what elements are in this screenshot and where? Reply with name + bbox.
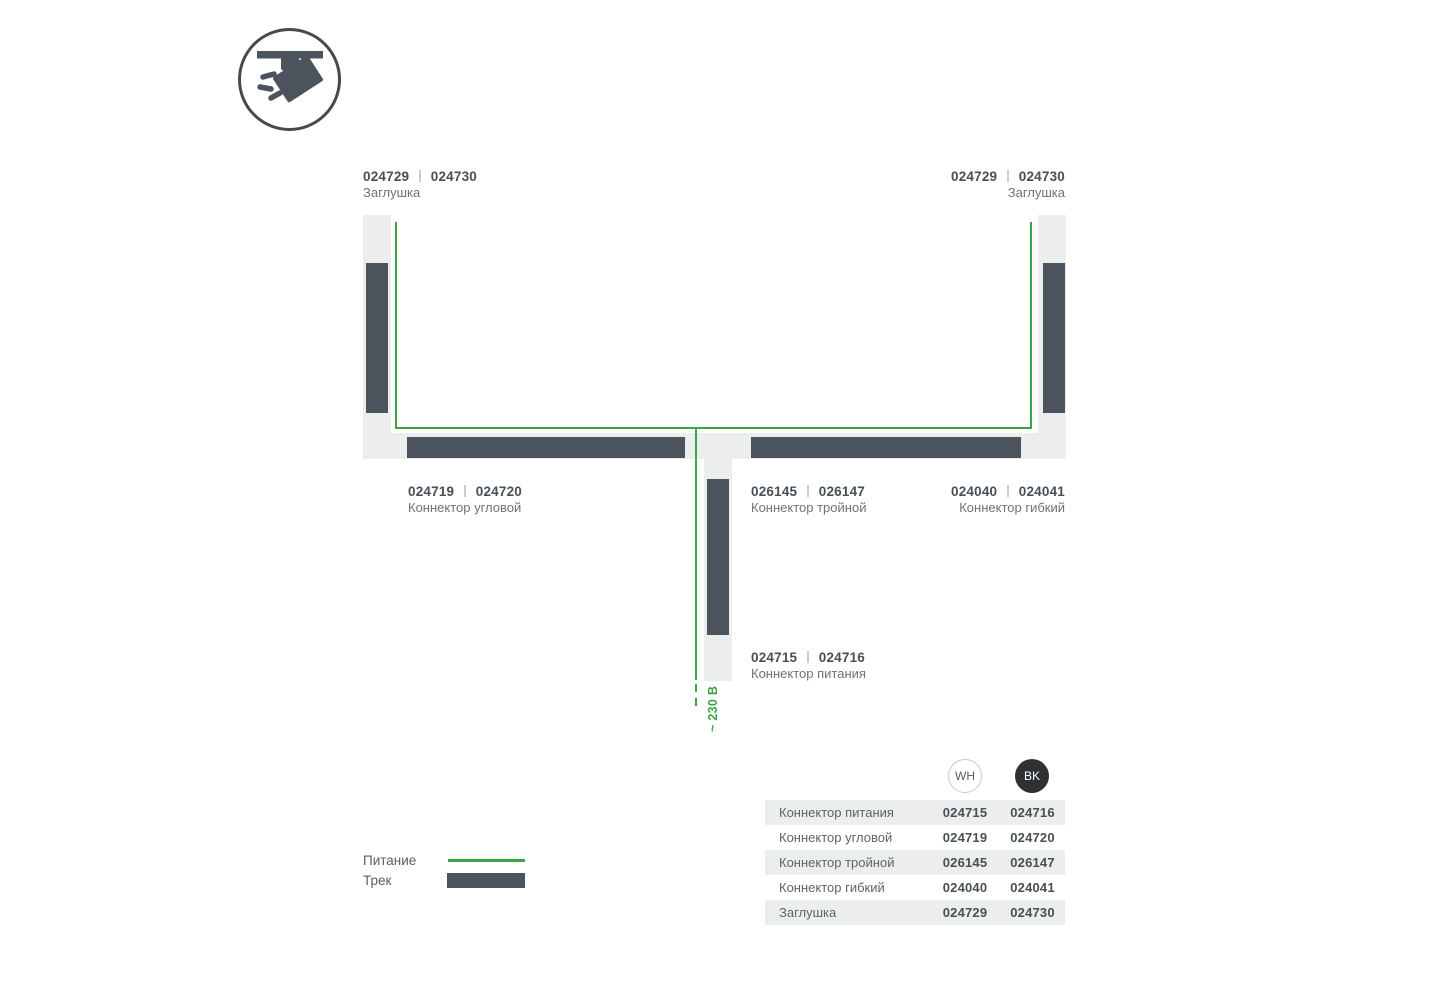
component-name: Заглушка — [1007, 185, 1065, 200]
code-bk: 024041 — [1018, 484, 1065, 499]
track-segment-left — [366, 263, 388, 413]
table-row — [765, 875, 1065, 900]
code-bk: 024716 — [818, 650, 865, 665]
code-separator — [807, 485, 809, 497]
label-endcap-right — [951, 168, 1065, 201]
article-table — [765, 800, 1065, 925]
code-separator — [464, 485, 466, 497]
row-code-bk: 026147 — [1010, 855, 1055, 870]
power-line-feed-dashed — [695, 684, 697, 711]
legend-track-swatch — [447, 873, 525, 888]
power-line-left — [395, 222, 397, 428]
voltage-label: ~ 230 В — [706, 685, 720, 732]
row-name: Заглушка — [779, 905, 837, 920]
track-segment-stem — [707, 479, 729, 635]
track-spotlight-icon — [238, 28, 341, 131]
code-wh: 024719 — [408, 484, 455, 499]
code-wh: 024715 — [751, 650, 798, 665]
code-separator — [419, 170, 421, 182]
row-name: Коннектор угловой — [779, 830, 893, 845]
code-wh: 024040 — [951, 484, 998, 499]
component-name: Коннектор гибкий — [959, 500, 1065, 515]
power-line-feed — [695, 429, 697, 680]
code-bk: 024730 — [1018, 169, 1065, 184]
table-row — [765, 825, 1065, 850]
power-line-horizontal — [395, 427, 1032, 429]
row-name: Коннектор питания — [779, 805, 894, 820]
table-row — [765, 850, 1065, 875]
component-name: Коннектор тройной — [751, 500, 867, 515]
row-code-wh: 024719 — [942, 830, 988, 845]
label-triple-connector — [751, 483, 866, 516]
row-code-bk: 024730 — [1010, 905, 1055, 920]
track-segment-top-right — [751, 437, 1021, 458]
track-segment-top-left — [407, 437, 685, 458]
code-bk: 026147 — [818, 484, 865, 499]
row-name: Коннектор гибкий — [779, 880, 885, 895]
code-separator — [1007, 485, 1009, 497]
code-wh: 024729 — [363, 169, 410, 184]
component-name: Коннектор угловой — [408, 500, 522, 515]
code-wh: 024729 — [951, 169, 998, 184]
code-bk: 024720 — [475, 484, 522, 499]
component-name: Заглушка — [363, 185, 421, 200]
color-badge-black: BK — [1015, 759, 1049, 793]
row-code-wh: 024729 — [942, 905, 988, 920]
table-row — [765, 800, 1065, 825]
legend-track-label: Трек — [363, 873, 392, 888]
label-power-connector — [751, 649, 866, 682]
track-segment-right — [1043, 263, 1065, 413]
code-separator — [1007, 170, 1009, 182]
row-code-bk: 024041 — [1010, 880, 1055, 895]
color-badge-white: WH — [948, 759, 982, 793]
row-code-bk: 024716 — [1010, 805, 1055, 820]
table-row — [765, 900, 1065, 925]
label-corner-connector — [408, 483, 522, 516]
row-code-wh: 026145 — [942, 855, 988, 870]
component-name: Коннектор питания — [751, 666, 866, 681]
track-spotlight-glyph — [241, 31, 338, 128]
label-endcap-left — [363, 168, 477, 201]
label-flexible-connector — [951, 483, 1065, 516]
code-separator — [807, 651, 809, 663]
row-code-bk: 024720 — [1010, 830, 1055, 845]
code-bk: 024730 — [430, 169, 477, 184]
code-wh: 026145 — [751, 484, 798, 499]
row-code-wh: 024040 — [942, 880, 988, 895]
legend-power-label: Питание — [363, 853, 417, 868]
row-name: Коннектор тройной — [779, 855, 895, 870]
row-code-wh: 024715 — [942, 805, 988, 820]
legend-power-swatch — [448, 859, 525, 862]
power-line-right — [1030, 222, 1032, 428]
